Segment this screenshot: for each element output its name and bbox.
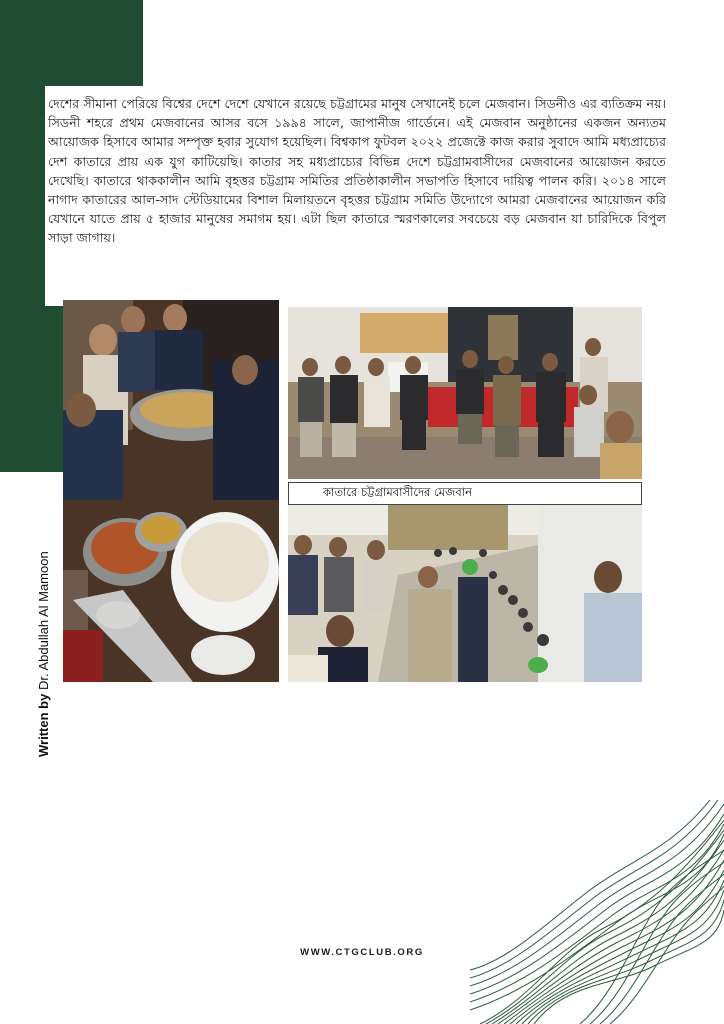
author-byline [36,551,51,757]
article-paragraph: দেশের সীমানা পেরিয়ে বিশ্বের দেশে দেশে যেখানে রয়েছে চট্টগ্রামের মানুষ সেখানেই চলে মেজবান। সিডনীও এর ব্যতিক্রম নয়। সিডনী শহরে প্রথম মেজবানের আসর বসে ১৯৯৪ সালে, জাপানীজ গার্ডেনে। এই মেজবান অনুষ্ঠানের একজন অন্যতম আয়োজক হিসাবে আমার সম্পৃক্ত হবার সুযোগ হয়েছিল। বিশ্বকাপ ফুটবল ২০২২ প্রজেক্টে কাজ করার সুবাদে আমি মধ্যপ্রাচ্যের দেশ কাতারে প্রায় এক যুগ কাটিয়েছি। কাতার সহ মধ্যপ্রাচ্যের বিভিন্ন দেশে চট্টগ্রামবাসীদের মেজবানের আয়োজন করতে দেখেছি। কাতারে থাককালীন আমি বৃহত্তর চট্টগ্রাম সমিতির প্রতিষ্ঠাকালীন সভাপতি হিসাবে দায়িত্ব পালন করি। ২০১৪ সালে নাগাদ কাতারের আল-সাদ স্টেডিয়ামের বিশাল মিলায়তনে বৃহত্তর চট্টগ্রাম সমিতি উদ্যোগে আমরা মেজবানের আয়োজন করি যেখানে যাতে প্রায় ৫ হাজার মানুষের সমাগম হয়। এটা ছিল কাতারে স্মরণকালের সবচেয়ে বড় মেজবান যা চারিদিকে বিপুল সাড়া জাগায়। [48,96,667,246]
photo-caption: কাতারে চট্টগ্রামবাসীদের মেজবান [288,482,642,505]
photo-group-seated [288,307,642,479]
byline-author: Dr. Abdullah Al Mamoon [36,551,51,691]
photo-cooking-pots [63,300,279,682]
photo-dining-hall [288,505,642,682]
footer-website-url: WWW.CTGCLUB.ORG [300,947,424,958]
decorative-wave-lines [470,800,724,1024]
byline-prefix: Written by [36,693,51,757]
